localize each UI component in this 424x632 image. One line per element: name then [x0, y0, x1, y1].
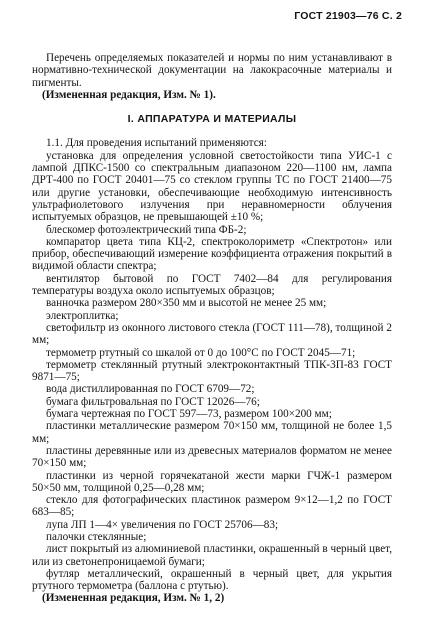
list-item: пластинки из черной горячекатаной жести марки ГЧЖ-1 размером 50×50 мм, толщиной 0,25—0,28 мм; — [32, 469, 392, 494]
list-item: термометр стеклянный ртутный электроконтактный ТПК-3П-83 ГОСТ 9871—75; — [32, 358, 392, 384]
list-item: пластинки металлические размером 70×150 мм, толщиной не более 1,5 мм; — [32, 420, 392, 445]
list-item: блескомер фотоэлектрический типа ФБ-2; — [46, 223, 247, 236]
list-item: лупа ЛП 1—4× увеличения по ГОСТ 25706—83; — [46, 518, 279, 531]
list-item: стекло для фотографических пластинок размером 9×12—1,2 по ГОСТ 683—85; — [32, 494, 392, 519]
list-item: светофильтр из оконного листового стекла (ГОСТ 111—78), толщиной 2 мм; — [32, 321, 392, 347]
list-item: пластины деревянные или из древесных материалов форматом не менее 70×150 мм; — [32, 444, 392, 470]
page-header: ГОСТ 21903—76 С. 2 — [294, 10, 402, 22]
list-item: бумага чертежная по ГОСТ 597—73, размером 100×200 мм; — [46, 408, 332, 421]
list-item: бумага фильтровальная по ГОСТ 12026—76; — [46, 395, 260, 408]
section-lead: 1.1. Для проведения испытаний применяются: — [46, 137, 267, 150]
list-item: футляр металлический, окрашенный в черный цвет, для укрытия ртутного термометра (баллона с ртутью). — [32, 567, 392, 593]
list-item: палочки стеклянные; — [46, 530, 147, 543]
revision-note-1: (Измененная редакция, Изм. № 1). — [42, 88, 216, 101]
section-title: I. АППАРАТУРА И МАТЕРИАЛЫ — [127, 113, 297, 126]
list-item: вода дистиллированная по ГОСТ 6709—72; — [46, 383, 255, 396]
list-item: вентилятор бытовой по ГОСТ 7402—84 для регулирования температуры воздуха около испытуемых образцов; — [32, 272, 392, 298]
list-item: электроплитка; — [46, 309, 119, 322]
list-item: компаратор цвета типа КЦ-2, спектроколориметр «Спектротон» или прибор, обеспечивающий измерение коэффициента отражения покрытий в видимой области спектра; — [32, 235, 392, 273]
intro-paragraph: Перечень определяемых показателей и нормы по ним устанавливают в нормативно-технической документации на лакокрасочные материалы и пигменты. — [32, 52, 392, 89]
list-item: лист покрытый из алюминиевой пластинки, окрашенный в черный цвет, или из светонепроницаемой бумаги; — [32, 543, 392, 568]
list-item: установка для определения условной светостойкости типа УИС-1 с лампой ДПКС-1500 со спектральным диапазоном 220—1100 нм, лампа ДРТ-400 по ГОСТ 20401—75 со стеклом группы ТС по ГОСТ 21400—75 или другие установки, обеспечивающие необходимую интенсивность ультрафиолетового излучения при неравномерности облучения испытуемых образцов, не превышающей ±10 %; — [32, 149, 392, 224]
document-body — [32, 52, 392, 605]
list-item: термометр ртутный со шкалой от 0 до 100°С по ГОСТ 2045—71; — [46, 346, 356, 359]
list-item: ванночка размером 280×350 мм и высотой не менее 25 мм; — [46, 297, 327, 310]
revision-note-2: (Измененная редакция, Изм. № 1, 2) — [42, 592, 225, 605]
